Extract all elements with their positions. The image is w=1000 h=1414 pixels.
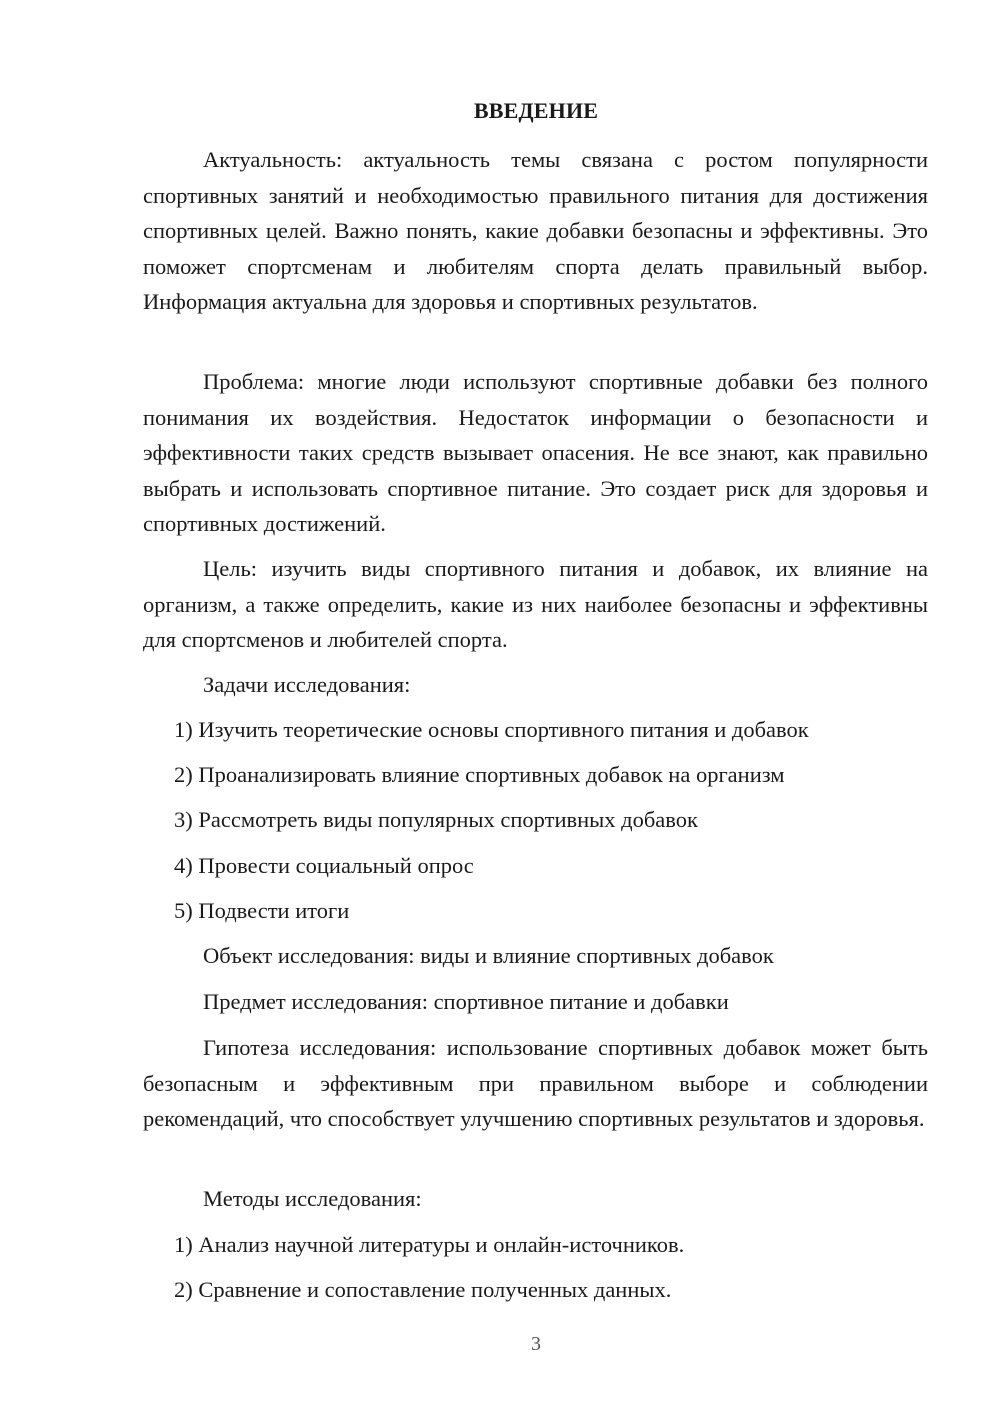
section-heading: ВВЕДЕНИЕ	[473, 98, 599, 123]
task-item: 5) Подвести итоги	[174, 898, 350, 923]
task-item: 4) Провести социальный опрос	[174, 853, 474, 878]
methods-heading: Методы исследования:	[203, 1186, 422, 1211]
research-subject: Предмет исследования: спортивное питание и добавки	[203, 989, 729, 1014]
method-item: 2) Сравнение и сопоставление полученных данных.	[174, 1277, 672, 1302]
task-item: 3) Рассмотреть виды популярных спортивных добавок	[174, 807, 698, 832]
task-item: 1) Изучить теоретические основы спортивного питания и добавок	[174, 717, 809, 742]
tasks-heading: Задачи исследования:	[203, 672, 411, 697]
page-number: 3	[531, 1333, 541, 1355]
research-object: Объект исследования: виды и влияние спортивных добавок	[203, 943, 774, 968]
task-item: 2) Проанализировать влияние спортивных добавок на организм	[174, 762, 785, 787]
problem-paragraph: Проблема: многие люди используют спортивные добавки без полного понимания их воздействия. Недостаток информации о безопасности и эффективности таких средств вызывает опасения. Не все знают, как правильно выбрать и использовать спортивное питание. Это создает риск для здоровья и спортивных достижений.	[143, 369, 928, 536]
method-item: 1) Анализ научной литературы и онлайн-источников.	[174, 1232, 685, 1257]
relevance-paragraph: Актуальность: актуальность темы связана с ростом популярности спортивных занятий и необходимостью правильного питания для достижения спортивных целей. Важно понять, какие добавки безопасны и эффективны. Это поможет спортсменам и любителям спорта делать правильный выбор. Информация актуальна для здоровья и спортивных результатов.	[143, 147, 928, 314]
goal-paragraph: Цель: изучить виды спортивного питания и добавок, их влияние на организм, а также определить, какие из них наиболее безопасны и эффективны для спортсменов и любителей спорта.	[143, 556, 928, 652]
hypothesis-paragraph: Гипотеза исследования: использование спортивных добавок может быть безопасным и эффективным при правильном выборе и соблюдении рекомендаций, что способствует улучшению спортивных результатов и здоровья.	[143, 1035, 928, 1131]
